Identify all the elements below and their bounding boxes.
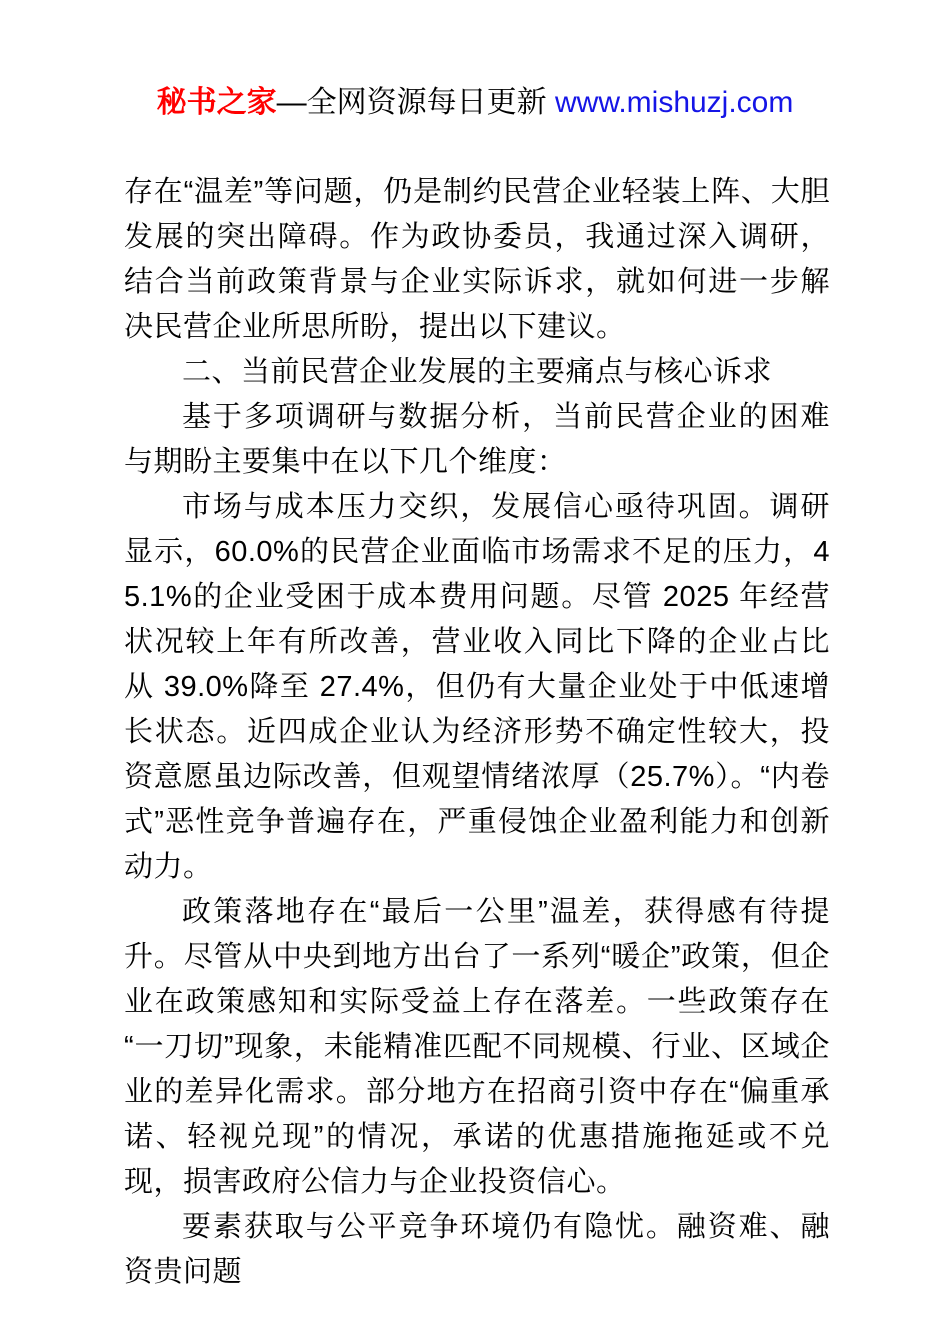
paragraph: 市场与成本压力交织，发展信心亟待巩固。调研显示，60.0%的民营企业面临市场需求不足的压力，45.1%的企业受困于成本费用问题。尽管 2025 年经营状况较上年有所改善，营业收入同比下降的企业占比从 39.0%降至 27.4%，但仍有大量企业处于中低速增长状态。近四成企业认为经济形势不确定性较大，投资意愿虽边际改善，但观望情绪浓厚（25.7%）。“内卷式”恶性竞争普遍存在，严重侵蚀企业盈利能力和创新动力。	[124, 491, 830, 883]
section-heading: 二、当前民营企业发展的主要痛点与核心诉求	[182, 356, 773, 388]
site-url-link[interactable]: www.mishuzj.com	[554, 86, 794, 119]
site-header	[0, 0, 950, 122]
site-tagline: —全网资源每日更新	[276, 86, 555, 119]
paragraph: 要素获取与公平竞争环境仍有隐忧。融资难、融资贵问题	[124, 1211, 830, 1288]
paragraph: 基于多项调研与数据分析，当前民营企业的困难与期盼主要集中在以下几个维度：	[124, 401, 830, 478]
document-body	[0, 170, 950, 1295]
paragraph: 政策落地存在“最后一公里”温差，获得感有待提升。尽管从中央到地方出台了一系列“暖企”政策，但企业在政策感知和实际受益上存在落差。一些政策存在“一刀切”现象，未能精准匹配不同规模、行业、区域企业的差异化需求。部分地方在招商引资中存在“偏重承诺、轻视兑现”的情况，承诺的优惠措施拖延或不兑现，损害政府公信力与企业投资信心。	[124, 896, 830, 1198]
site-brand: 秘书之家	[156, 86, 277, 119]
paragraph-continuation: 存在“温差”等问题，仍是制约民营企业轻装上阵、大胆发展的突出障碍。作为政协委员，我通过深入调研，结合当前政策背景与企业实际诉求，就如何进一步解决民营企业所思所盼，提出以下建议。	[124, 176, 830, 343]
